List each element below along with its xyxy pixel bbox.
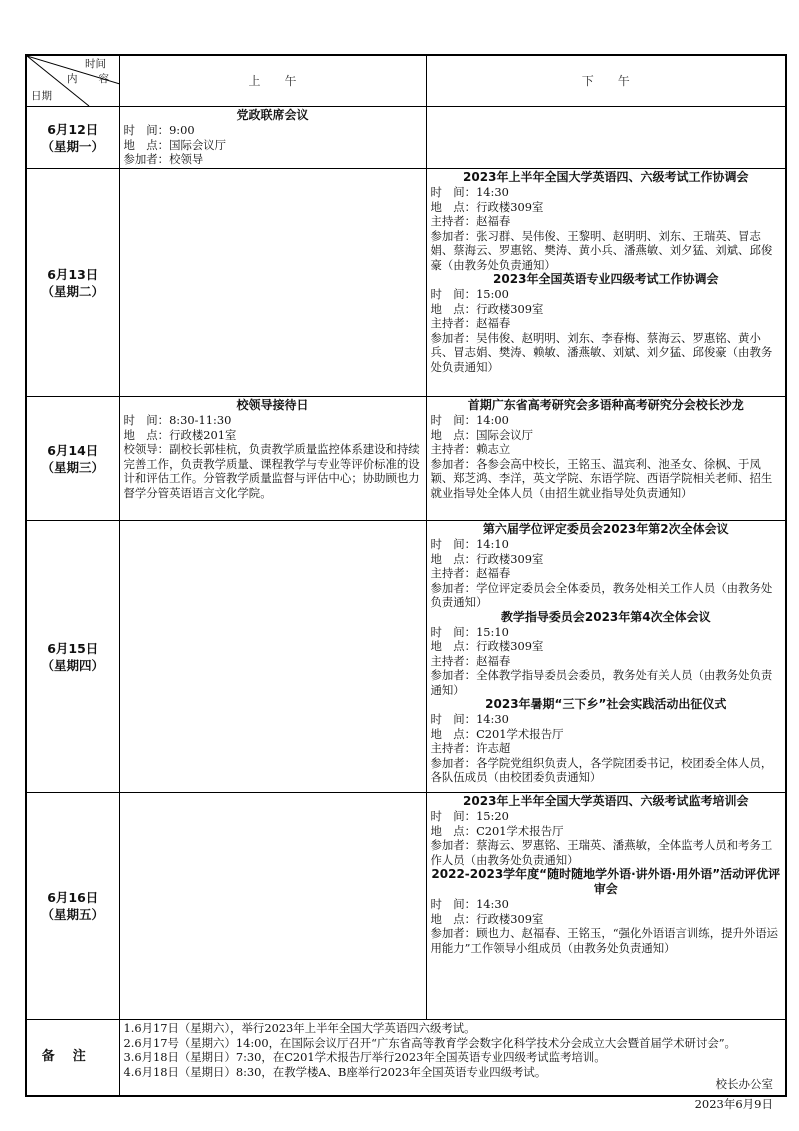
event-detail-line: 参加者：校领导 bbox=[123, 152, 204, 166]
event-detail-line: 时 间：14:10 bbox=[430, 537, 509, 551]
event-detail-line: 时 间：8:30-11:30 bbox=[123, 413, 232, 427]
corner-time-label: 时间 bbox=[85, 58, 106, 70]
event-detail-line: 时 间：15:20 bbox=[430, 809, 509, 823]
event-detail-line: 时 间：14:00 bbox=[430, 413, 509, 427]
event-block bbox=[124, 108, 422, 167]
event-detail-line: 时 间：15:10 bbox=[430, 624, 509, 639]
event-detail-line: 地 点：国际会议厅 bbox=[430, 427, 534, 442]
event-detail-line: 地 点：C201学术报告厅 bbox=[430, 823, 564, 838]
schedule-row bbox=[26, 793, 786, 1020]
footer-office: 校长办公室 bbox=[715, 1077, 773, 1091]
weekday-label: （星期三） bbox=[41, 459, 104, 475]
event-detail-line: 地 点：国际会议厅 bbox=[123, 137, 227, 152]
footer-date: 2023年6月9日 bbox=[694, 1097, 773, 1111]
date-cell bbox=[26, 521, 119, 793]
event-detail-line: 参加者：全体教学指导委员会委员，教务处有关人员（由教务处负责通知） bbox=[430, 668, 773, 697]
event-detail-line: 地 点：行政楼309室 bbox=[430, 639, 544, 653]
event-detail-line: 主持者：赖志立 bbox=[430, 442, 511, 456]
date-cell bbox=[26, 793, 119, 1020]
morning-cell bbox=[119, 793, 426, 1020]
morning-cell bbox=[119, 107, 426, 169]
event-detail-line: 时 间：14:30 bbox=[430, 712, 509, 726]
remark-item: 2.6月17号（星期六）14:00，在国际会议厅召开“广东省高等教育学会数字化科学技术分会成立大会暨首届学术研讨会”。 bbox=[123, 1035, 736, 1050]
event-detail-line: 参加者：吴伟俊、赵明明、刘东、李春梅、蔡海云、罗惠铭、黄小兵、冒志娟、樊涛、赖敏、潘燕敏、刘斌、刘夕猛、邱俊豪（由教务处负责通知） bbox=[430, 330, 773, 374]
schedule-row bbox=[26, 169, 786, 397]
event-title: 党政联席会议 bbox=[236, 108, 309, 122]
date-cell bbox=[26, 397, 119, 521]
event-block bbox=[431, 398, 782, 500]
event-detail-line: 主持者：赵福春 bbox=[430, 316, 511, 330]
event-block bbox=[431, 610, 782, 698]
corner-header-cell bbox=[26, 55, 119, 107]
event-title: 2023年上半年全国大学英语四、六级考试监考培训会 bbox=[463, 794, 749, 808]
morning-cell bbox=[119, 521, 426, 793]
weekday-label: （星期一） bbox=[41, 138, 104, 154]
event-title: 教学指导委员会2023年第4次全体会议 bbox=[500, 609, 711, 624]
event-title: 2023年全国英语专业四级考试工作协调会 bbox=[493, 272, 719, 286]
remarks-row bbox=[26, 1020, 786, 1096]
event-detail-line: 参加者：学位评定委员会全体委员，教务处相关工作人员（由教务处负责通知） bbox=[430, 580, 773, 609]
remark-item: 4.6月18日（星期日）8:30，在教学楼A、B座举行2023年全国英语专业四级考试。 bbox=[123, 1064, 547, 1079]
event-title: 首期广东省高考研究会多语种高考研究分会校长沙龙 bbox=[467, 398, 744, 412]
weekly-schedule-table bbox=[25, 54, 787, 1097]
afternoon-cell bbox=[426, 793, 786, 1020]
weekday-label: （星期五） bbox=[41, 907, 104, 922]
morning-cell bbox=[119, 397, 426, 521]
event-detail-line: 主持者：赵福春 bbox=[430, 653, 511, 668]
event-detail-line: 参加者：张习群、吴伟俊、王黎明、赵明明、刘东、王瑞英、冒志娟、蔡海云、罗惠铭、樊涛、黄小兵、潘燕敏、刘夕猛、刘斌、邱俊豪（由教务处负责通知） bbox=[430, 228, 773, 272]
event-detail-line: 校领导：副校长郭桂杭，负责教学质量监控体系建设和持续完善工作，负责教学质量、课程教学与专业等评价标准的设计和评估工作。分管教学质量监督与评估中心；协助顾也力督学分管英语语言文化学院。 bbox=[123, 442, 420, 500]
schedule-row bbox=[26, 107, 786, 169]
event-block bbox=[124, 398, 422, 500]
event-title: 第六届学位评定委员会2023年第2次全体会议 bbox=[482, 522, 729, 536]
event-block bbox=[431, 272, 782, 374]
event-detail-line: 地 点：C201学术报告厅 bbox=[430, 726, 564, 741]
event-detail-line: 主持者：赵福春 bbox=[430, 566, 511, 580]
event-detail-line: 地 点：行政楼309室 bbox=[430, 199, 544, 214]
event-detail-line: 参加者：各参会高中校长，王铭玉、温宾利、池圣女、徐枫、于凤颖、郑芝鸿、李洋，英文学院、东语学院、西语学院相关老师、招生就业指导处全体人员（由招生就业指导处负责通知） bbox=[430, 456, 773, 500]
date-label: 6月13日 bbox=[47, 266, 99, 282]
weekday-label: （星期四） bbox=[41, 657, 104, 673]
weekday-label: （星期二） bbox=[41, 283, 104, 299]
event-title: 2023年暑期“三下乡”社会实践活动出征仪式 bbox=[485, 697, 727, 711]
date-label: 6月14日 bbox=[47, 442, 99, 458]
afternoon-cell bbox=[426, 107, 786, 169]
event-detail-line: 参加者：蔡海云、罗惠铭、王瑞英、潘燕敏，全体监考人员和考务工作人员（由教务处负责通知） bbox=[430, 838, 773, 867]
header-row bbox=[26, 55, 786, 107]
remarks-content bbox=[119, 1020, 786, 1096]
date-label: 6月12日 bbox=[47, 121, 99, 137]
date-label: 6月15日 bbox=[47, 640, 99, 656]
event-detail-line: 时 间：14:30 bbox=[430, 185, 509, 199]
afternoon-cell bbox=[426, 521, 786, 793]
event-detail-line: 地 点：行政楼201室 bbox=[123, 427, 237, 442]
corner-date-label: 日期 bbox=[31, 90, 52, 102]
morning-cell bbox=[119, 169, 426, 397]
afternoon-cell bbox=[426, 169, 786, 397]
event-title: 2022-2023学年度“随时随地学外语·讲外语·用外语”活动评优评审会 bbox=[431, 867, 781, 896]
event-block bbox=[431, 794, 782, 867]
event-block bbox=[431, 867, 782, 955]
date-label: 6月16日 bbox=[47, 890, 99, 905]
event-title: 校领导接待日 bbox=[236, 398, 309, 412]
morning-column-header: 上 午 bbox=[119, 55, 426, 107]
date-cell bbox=[26, 107, 119, 169]
schedule-row bbox=[26, 397, 786, 521]
schedule-sheet bbox=[25, 54, 785, 1097]
event-detail-line: 参加者：各学院党组织负责人，各学院团委书记，校团委全体人员，各队伍成员（由校团委负责通知） bbox=[430, 755, 773, 784]
corner-content-label: 内 容 bbox=[67, 73, 109, 85]
schedule-row bbox=[26, 521, 786, 793]
remark-item: 1.6月17日（星期六），举行2023年上半年全国大学英语四六级考试。 bbox=[123, 1021, 476, 1035]
event-block bbox=[431, 697, 782, 785]
event-detail-line: 主持者：许志超 bbox=[430, 741, 511, 755]
event-block bbox=[431, 522, 782, 610]
event-detail-line: 主持者：赵福春 bbox=[430, 214, 511, 228]
event-detail-line: 地 点：行政楼309室 bbox=[430, 301, 544, 316]
event-detail-line: 地 点：行政楼309室 bbox=[430, 911, 544, 926]
date-cell bbox=[26, 169, 119, 397]
event-title: 2023年上半年全国大学英语四、六级考试工作协调会 bbox=[463, 170, 749, 184]
remark-item: 3.6月18日（星期日）7:30，在C201学术报告厅举行2023年全国英语专业四级考试监考培训。 bbox=[123, 1050, 606, 1064]
remarks-label: 备注 bbox=[26, 1020, 119, 1096]
afternoon-cell bbox=[426, 397, 786, 521]
event-detail-line: 地 点：行政楼309室 bbox=[430, 551, 544, 566]
event-detail-line: 时 间：9:00 bbox=[123, 123, 195, 137]
afternoon-column-header: 下 午 bbox=[426, 55, 786, 107]
event-detail-line: 时 间：15:00 bbox=[430, 287, 509, 301]
event-block bbox=[431, 170, 782, 272]
event-detail-line: 时 间：14:30 bbox=[430, 897, 509, 911]
event-detail-line: 参加者：顾也力、赵福春、王铭玉，“强化外语语言训练，提升外语运用能力”工作领导小组成员（由教务处负责通知） bbox=[430, 926, 779, 955]
